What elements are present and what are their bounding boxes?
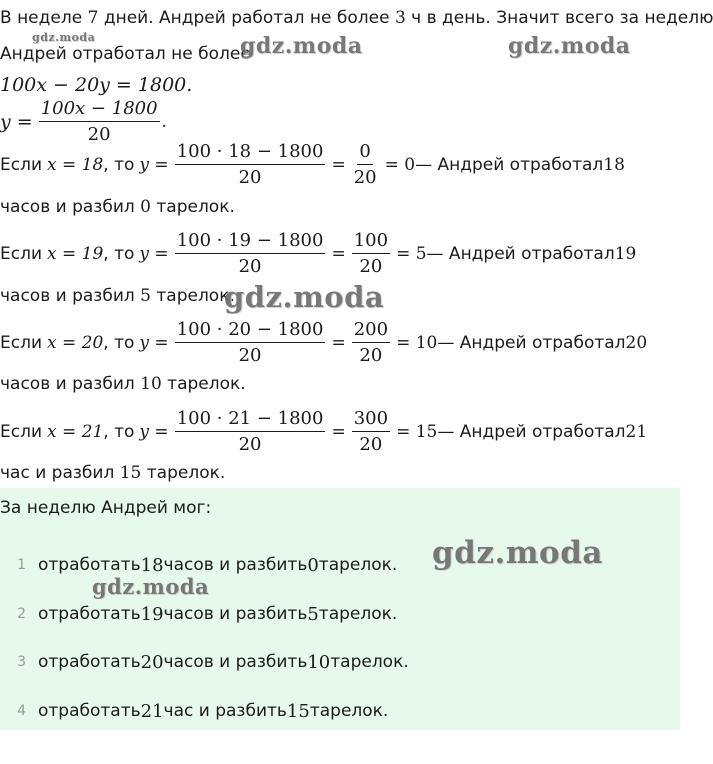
list-item: 1 отработать 18 часов и разбить 0 тарелок. <box>0 552 397 578</box>
list-number: 4 <box>17 703 26 719</box>
case-row: Если x = 19 , то y = $\frac{100 \cdot 19 - 1800}{20}$ = $\frac{100}{20}$ = 5 — Андрей отработал 19 <box>0 230 637 277</box>
case-row: Если x = 18 , то y = $\frac{100 \cdot 18 - 1800}{20}$ = $\frac{0}{20}$ = 0 — Андрей отработал 18 <box>0 141 625 188</box>
case-fraction: $\frac{300}{20}$ <box>353 408 389 455</box>
watermark: gdz.moda <box>432 535 603 571</box>
case-line-2: час и разбил 15 тарелок. <box>0 463 226 483</box>
case-fraction: $\frac{100 \cdot 18 - 1800}{20}$ <box>176 141 324 188</box>
case-row: Если x = 21 , то y = $\frac{100 \cdot 21 - 1800}{20}$ = $\frac{300}{20}$ = 15 — Андрей отработал 21 <box>0 408 648 455</box>
y-fraction: $\frac{100x - 1800}{20}$ <box>40 98 158 145</box>
watermark: gdz.moda <box>240 33 363 59</box>
case-fraction: $\frac{0}{20}$ <box>353 141 377 188</box>
summary-title: За неделю Андрей мог: <box>0 498 212 518</box>
case-fraction: $\frac{100}{20}$ <box>353 230 389 277</box>
list-item: 2 отработать 19 часов и разбить 5 тарелок. <box>0 601 397 627</box>
watermark: gdz.moda <box>32 31 96 44</box>
list-number: 3 <box>17 654 26 670</box>
list-item: 3 отработать 20 часов и разбить 10 тарелок. <box>0 649 409 675</box>
equation: 100x − 20y = 1800. <box>0 74 193 96</box>
list-number: 1 <box>17 557 26 573</box>
intro-line-2: Андрей отработал не более <box>0 44 251 64</box>
case-row: Если x = 20 , то y = $\frac{100 \cdot 20 - 1800}{20}$ = $\frac{200}{20}$ = 10 — Андрей отработал 20 <box>0 319 648 366</box>
case-fraction: $\frac{100 \cdot 21 - 1800}{20}$ <box>176 408 324 455</box>
case-fraction: $\frac{100 \cdot 19 - 1800}{20}$ <box>176 230 324 277</box>
watermark: gdz.moda <box>92 574 210 599</box>
watermark: gdz.moda <box>224 280 385 314</box>
intro-line-1: В неделе 7 дней. Андрей работал не более 3 ч в день. Значит всего за неделю <box>0 8 713 28</box>
case-line-2: часов и разбил 0 тарелок. <box>0 197 235 217</box>
list-number: 2 <box>17 606 26 622</box>
case-line-2: часов и разбил 10 тарелок. <box>0 374 246 394</box>
y-expression: y = $\frac{100x - 1800}{20}$ . <box>0 98 167 145</box>
case-line-2: часов и разбил 5 тарелок. <box>0 286 235 306</box>
list-item: 4 отработать 21 час и разбить 15 тарелок. <box>0 698 388 724</box>
case-fraction: $\frac{100 \cdot 20 - 1800}{20}$ <box>176 319 324 366</box>
case-fraction: $\frac{200}{20}$ <box>353 319 389 366</box>
watermark: gdz.moda <box>508 33 631 59</box>
